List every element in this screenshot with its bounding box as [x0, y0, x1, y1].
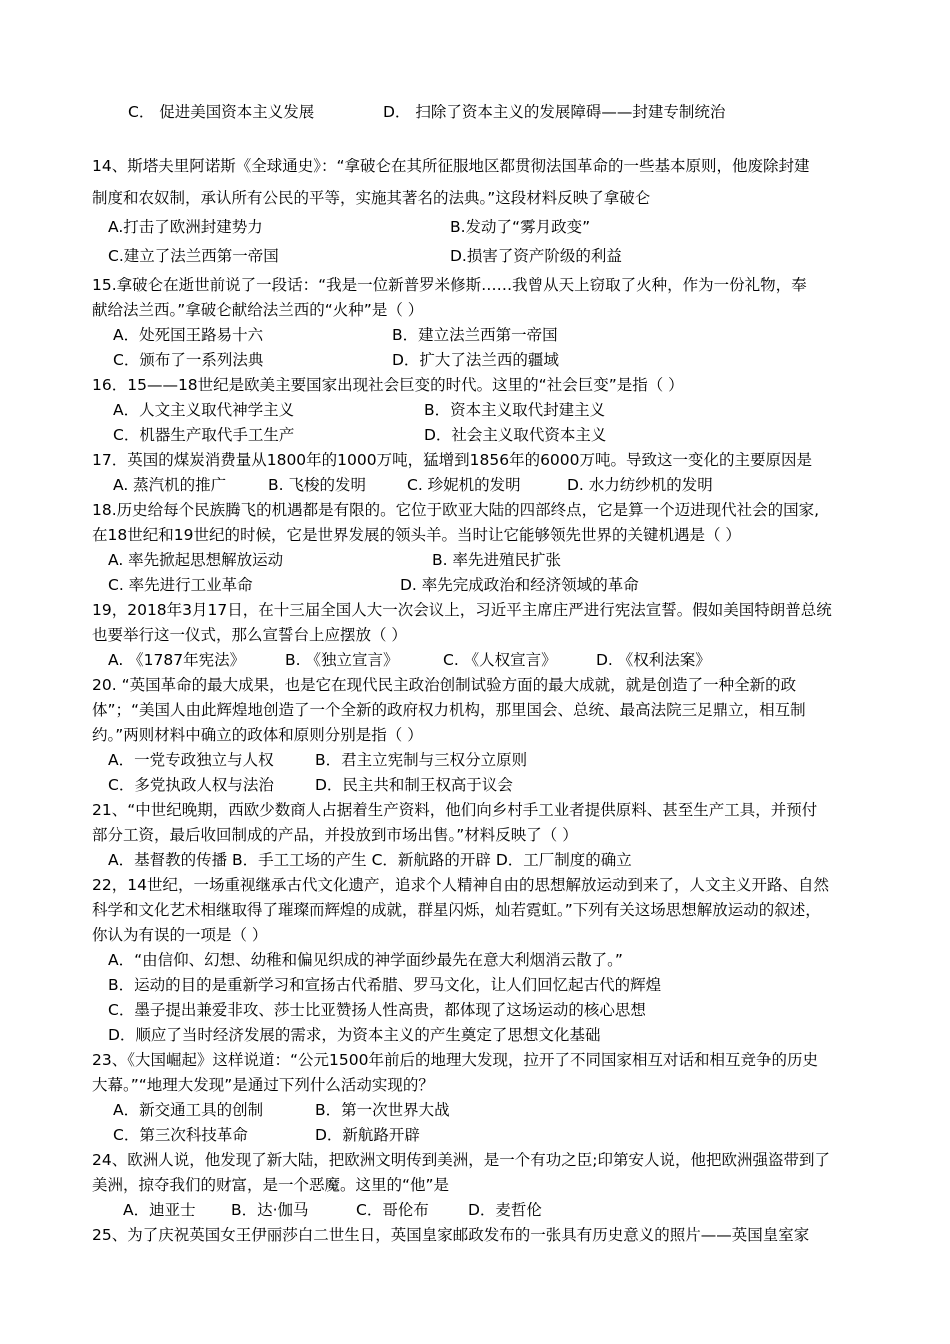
q24-option-c: C．哥伦布: [356, 1201, 429, 1219]
q17-stem-line-1: 17．英国的煤炭消费量从1800年的1000万吨，猛增到1856年的6000万吨。导致这一变化的主要原因是: [92, 451, 813, 469]
q15-option-d: D．扩大了法兰西的疆域: [392, 351, 559, 369]
q22-option-d: D．顺应了当时经济发展的需求，为资本主义的产生奠定了思想文化基础: [108, 1026, 601, 1044]
q23-stem-line-2: 大幕。”“地理大发现”是通过下列什么活动实现的？: [92, 1076, 434, 1094]
q19-option-c: C. 《人权宣言》: [443, 651, 557, 669]
q22-option-b: B．运动的目的是重新学习和宣扬古代希腊、罗马文化，让人们回忆起古代的辉煌: [108, 976, 662, 994]
q23-option-c: C．第三次科技革命: [113, 1126, 248, 1144]
q16-option-d: D．社会主义取代资本主义: [424, 426, 607, 444]
q19-option-b: B. 《独立宣言》: [285, 651, 399, 669]
q14-option-b: B.发动了“雾月政变”: [450, 218, 591, 236]
q18-option-b: B. 率先进殖民扩张: [432, 551, 561, 569]
q14-option-a: A.打击了欧洲封建势力: [108, 218, 263, 236]
q24-stem-line-1: 24、欧洲人说，他发现了新大陆，把欧洲文明传到美洲，是一个有功之臣;印第安人说，他把欧洲强盗带到了: [92, 1151, 830, 1169]
q17-option-b: B. 飞梭的发明: [268, 476, 366, 494]
q22-stem-line-1: 22，14世纪，一场重视继承古代文化遗产，追求个人精神自由的思想解放运动到来了，人文主义开路、自然: [92, 876, 829, 894]
q21-stem-line-2: 部分工资，最后收回制成的产品，并投放到市场出售。”材料反映了（ ）: [92, 826, 578, 844]
q18-stem-line-1: 18.历史给每个民族腾飞的机遇都是有限的。它位于欧亚大陆的四部终点，它是算一个迈进现代社会的国家,: [92, 501, 820, 519]
q22-option-a: A．“由信仰、幻想、幼稚和偏见织成的神学面纱最先在意大利烟消云散了。”: [108, 951, 623, 969]
q23-option-d: D．新航路开辟: [315, 1126, 420, 1144]
q20-option-c: C．多党执政人权与法治: [108, 776, 274, 794]
q14-stem-line-2: 制度和农奴制，承认所有公民的平等，实施其著名的法典。”这段材料反映了拿破仑: [92, 189, 651, 207]
q16-option-a: A．人文主义取代神学主义: [113, 401, 295, 419]
q20-stem-line-3: 约。”两则材料中确立的政体和原则分别是指（ ）: [92, 726, 423, 744]
q20-option-d: D．民主共和制王权高于议会: [315, 776, 513, 794]
q25-stem-line-1: 25、为了庆祝英国女王伊丽莎白二世生日，英国皇家邮政发布的一张具有历史意义的照片——英国皇室家: [92, 1226, 810, 1244]
q20-stem-line-2: 体”；“美国人由此辉煌地创造了一个全新的政府权力机构，那里国会、总统、最高法院三足鼎立，相互制: [92, 701, 806, 719]
prev-option-c: C． 促进美国资本主义发展: [128, 103, 315, 121]
q15-stem-line-2: 献给法兰西。”拿破仑献给法兰西的“火种”是（ ）: [92, 301, 424, 319]
q18-option-a: A. 率先掀起思想解放运动: [108, 551, 284, 569]
q16-option-c: C．机器生产取代手工生产: [113, 426, 295, 444]
q16-stem-line-1: 16．15——18世纪是欧美主要国家出现社会巨变的时代。这里的“社会巨变”是指（ ）: [92, 376, 684, 394]
q19-stem-line-2: 也要举行这一仪式，那么宣誓台上应摆放（ ）: [92, 626, 407, 644]
q17-option-d: D. 水力纺纱机的发明: [567, 476, 713, 494]
q15-option-c: C．颁布了一系列法典: [113, 351, 264, 369]
q15-stem-line-1: 15.拿破仑在逝世前说了一段话：“我是一位新普罗米修斯……我曾从天上窃取了火种，作为一份礼物，奉: [92, 276, 807, 294]
q14-stem-line-1: 14、斯塔夫里阿诺斯《全球通史》：“拿破仑在其所征服地区都贯彻法国革命的一些基本原则，他废除封建: [92, 157, 810, 175]
prev-option-d: D． 扫除了资本主义的发展障碍——封建专制统治: [383, 103, 726, 121]
q17-option-a: A. 蒸汽机的推广: [113, 476, 227, 494]
q18-option-d: D. 率先完成政治和经济领域的革命: [400, 576, 639, 594]
q16-option-b: B．资本主义取代封建主义: [424, 401, 606, 419]
q22-stem-line-2: 科学和文化艺术相继取得了璀璨而辉煌的成就，群星闪烁，灿若霓虹。”下列有关这场思想解放运动的叙述，: [92, 901, 821, 919]
q20-option-b: B．君主立宪制与三权分立原则: [315, 751, 528, 769]
q24-option-a: A．迪亚士: [123, 1201, 196, 1219]
q15-option-b: B．建立法兰西第一帝国: [392, 326, 558, 344]
q19-option-d: D. 《权利法案》: [596, 651, 711, 669]
q14-option-d: D.损害了资产阶级的利益: [450, 247, 622, 265]
q21-stem-line-1: 21、“中世纪晚期，西欧少数商人占据着生产资料，他们向乡村手工业者提供原料、甚至生产工具，并预付: [92, 801, 818, 819]
q22-option-c: C．墨子提出兼爱非攻、莎士比亚赞扬人性高贵，都体现了这场运动的核心思想: [108, 1001, 646, 1019]
q22-stem-line-3: 你认为有误的一项是（ ）: [92, 926, 268, 944]
q24-stem-line-2: 美洲，掠夺我们的财富，是一个恶魔。这里的“他”是: [92, 1176, 450, 1194]
q24-option-b: B．达·伽马: [231, 1201, 309, 1219]
q23-option-b: B．第一次世界大战: [315, 1101, 450, 1119]
q23-option-a: A．新交通工具的创制: [113, 1101, 264, 1119]
q19-option-a: A. 《1787年宪法》: [108, 651, 246, 669]
q15-option-a: A．处死国王路易十六: [113, 326, 264, 344]
q21-options: A．基督教的传播 B．手工工场的产生 C．新航路的开辟 D．工厂制度的确立: [108, 851, 632, 869]
q19-stem-line-1: 19，2018年3月17日，在十三届全国人大一次会议上，习近平主席庄严进行宪法宣誓。假如美国特朗普总统: [92, 601, 832, 619]
q24-option-d: D．麦哲伦: [468, 1201, 542, 1219]
q20-stem-line-1: 20. “英国革命的最大成果，也是它在现代民主政治创制试验方面的最大成就，就是创造了一种全新的政: [92, 676, 797, 694]
q18-option-c: C. 率先进行工业革命: [108, 576, 253, 594]
q23-stem-line-1: 23、《大国崛起》这样说道：“公元1500年前后的地理大发现，拉开了不同国家相互对话和相互竞争的历史: [92, 1051, 818, 1069]
q14-option-c: C.建立了法兰西第一帝国: [108, 247, 279, 265]
q17-option-c: C. 珍妮机的发明: [407, 476, 521, 494]
q18-stem-line-2: 在18世纪和19世纪的时候，它是世界发展的领头羊。当时让它能够领先世界的关键机遇是（ ）: [92, 526, 741, 544]
q20-option-a: A．一党专政独立与人权: [108, 751, 274, 769]
